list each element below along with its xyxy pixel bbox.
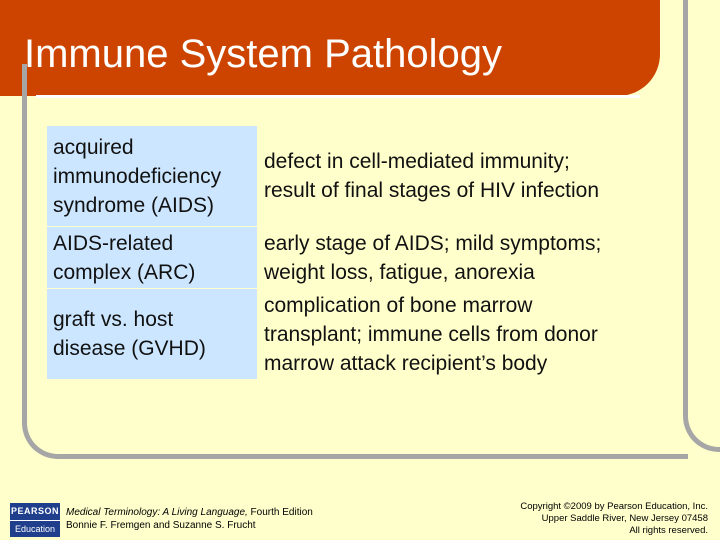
term-line: AIDS-related: [53, 231, 174, 255]
logo-top-text: PEARSON: [10, 506, 59, 516]
definition-line: result of final stages of HIV infection: [264, 179, 600, 202]
terms-table: [46, 125, 652, 380]
term-line: graft vs. host: [53, 308, 174, 331]
copyright-line: All rights reserved.: [629, 525, 708, 536]
slide-title: Immune System Pathology: [24, 32, 502, 76]
book-citation: [66, 506, 313, 532]
term-line: complex (ARC): [53, 260, 196, 284]
copyright-notice: [520, 501, 708, 537]
book-title: Medical Terminology: A Living Language,: [66, 507, 248, 518]
term-line: acquired: [53, 135, 134, 159]
term-line: immunodeficiency: [53, 164, 222, 188]
term-cell: [47, 289, 258, 380]
slide-frame-right: [683, 0, 720, 452]
term-cell: [47, 126, 258, 227]
book-title-line: [66, 506, 313, 519]
title-bar: [0, 0, 660, 96]
definition-line: defect in cell-mediated immunity;: [264, 150, 570, 173]
title-underline: [36, 95, 640, 98]
definition-cell: [258, 289, 652, 380]
book-authors: Bonnie F. Fremgen and Suzanne S. Frucht: [66, 520, 256, 531]
definition-line: early stage of AIDS; mild symptoms;: [264, 231, 602, 255]
definition-cell: [258, 227, 652, 289]
table-row: [47, 126, 652, 227]
table-row: [47, 289, 652, 380]
definition-line: marrow attack recipient’s body: [264, 351, 548, 375]
term-line: syndrome (AIDS): [53, 193, 215, 217]
definition-line: weight loss, fatigue, anorexia: [264, 260, 535, 284]
term-line: disease (GVHD): [53, 337, 206, 360]
definition-cell: [258, 126, 652, 227]
definition-line: complication of bone marrow: [264, 293, 533, 317]
copyright-line: Copyright ©2009 by Pearson Education, Inc.: [520, 501, 708, 512]
definition-line: transplant; immune cells from donor: [264, 322, 598, 346]
slide-frame-bottom: [60, 454, 688, 459]
term-cell: [47, 227, 258, 289]
copyright-line: Upper Saddle River, New Jersey 07458: [541, 513, 708, 524]
logo-bottom-text: Education: [10, 520, 60, 537]
table-row: [47, 227, 652, 289]
book-edition: Fourth Edition: [247, 507, 313, 518]
pearson-education-logo: [10, 503, 60, 537]
